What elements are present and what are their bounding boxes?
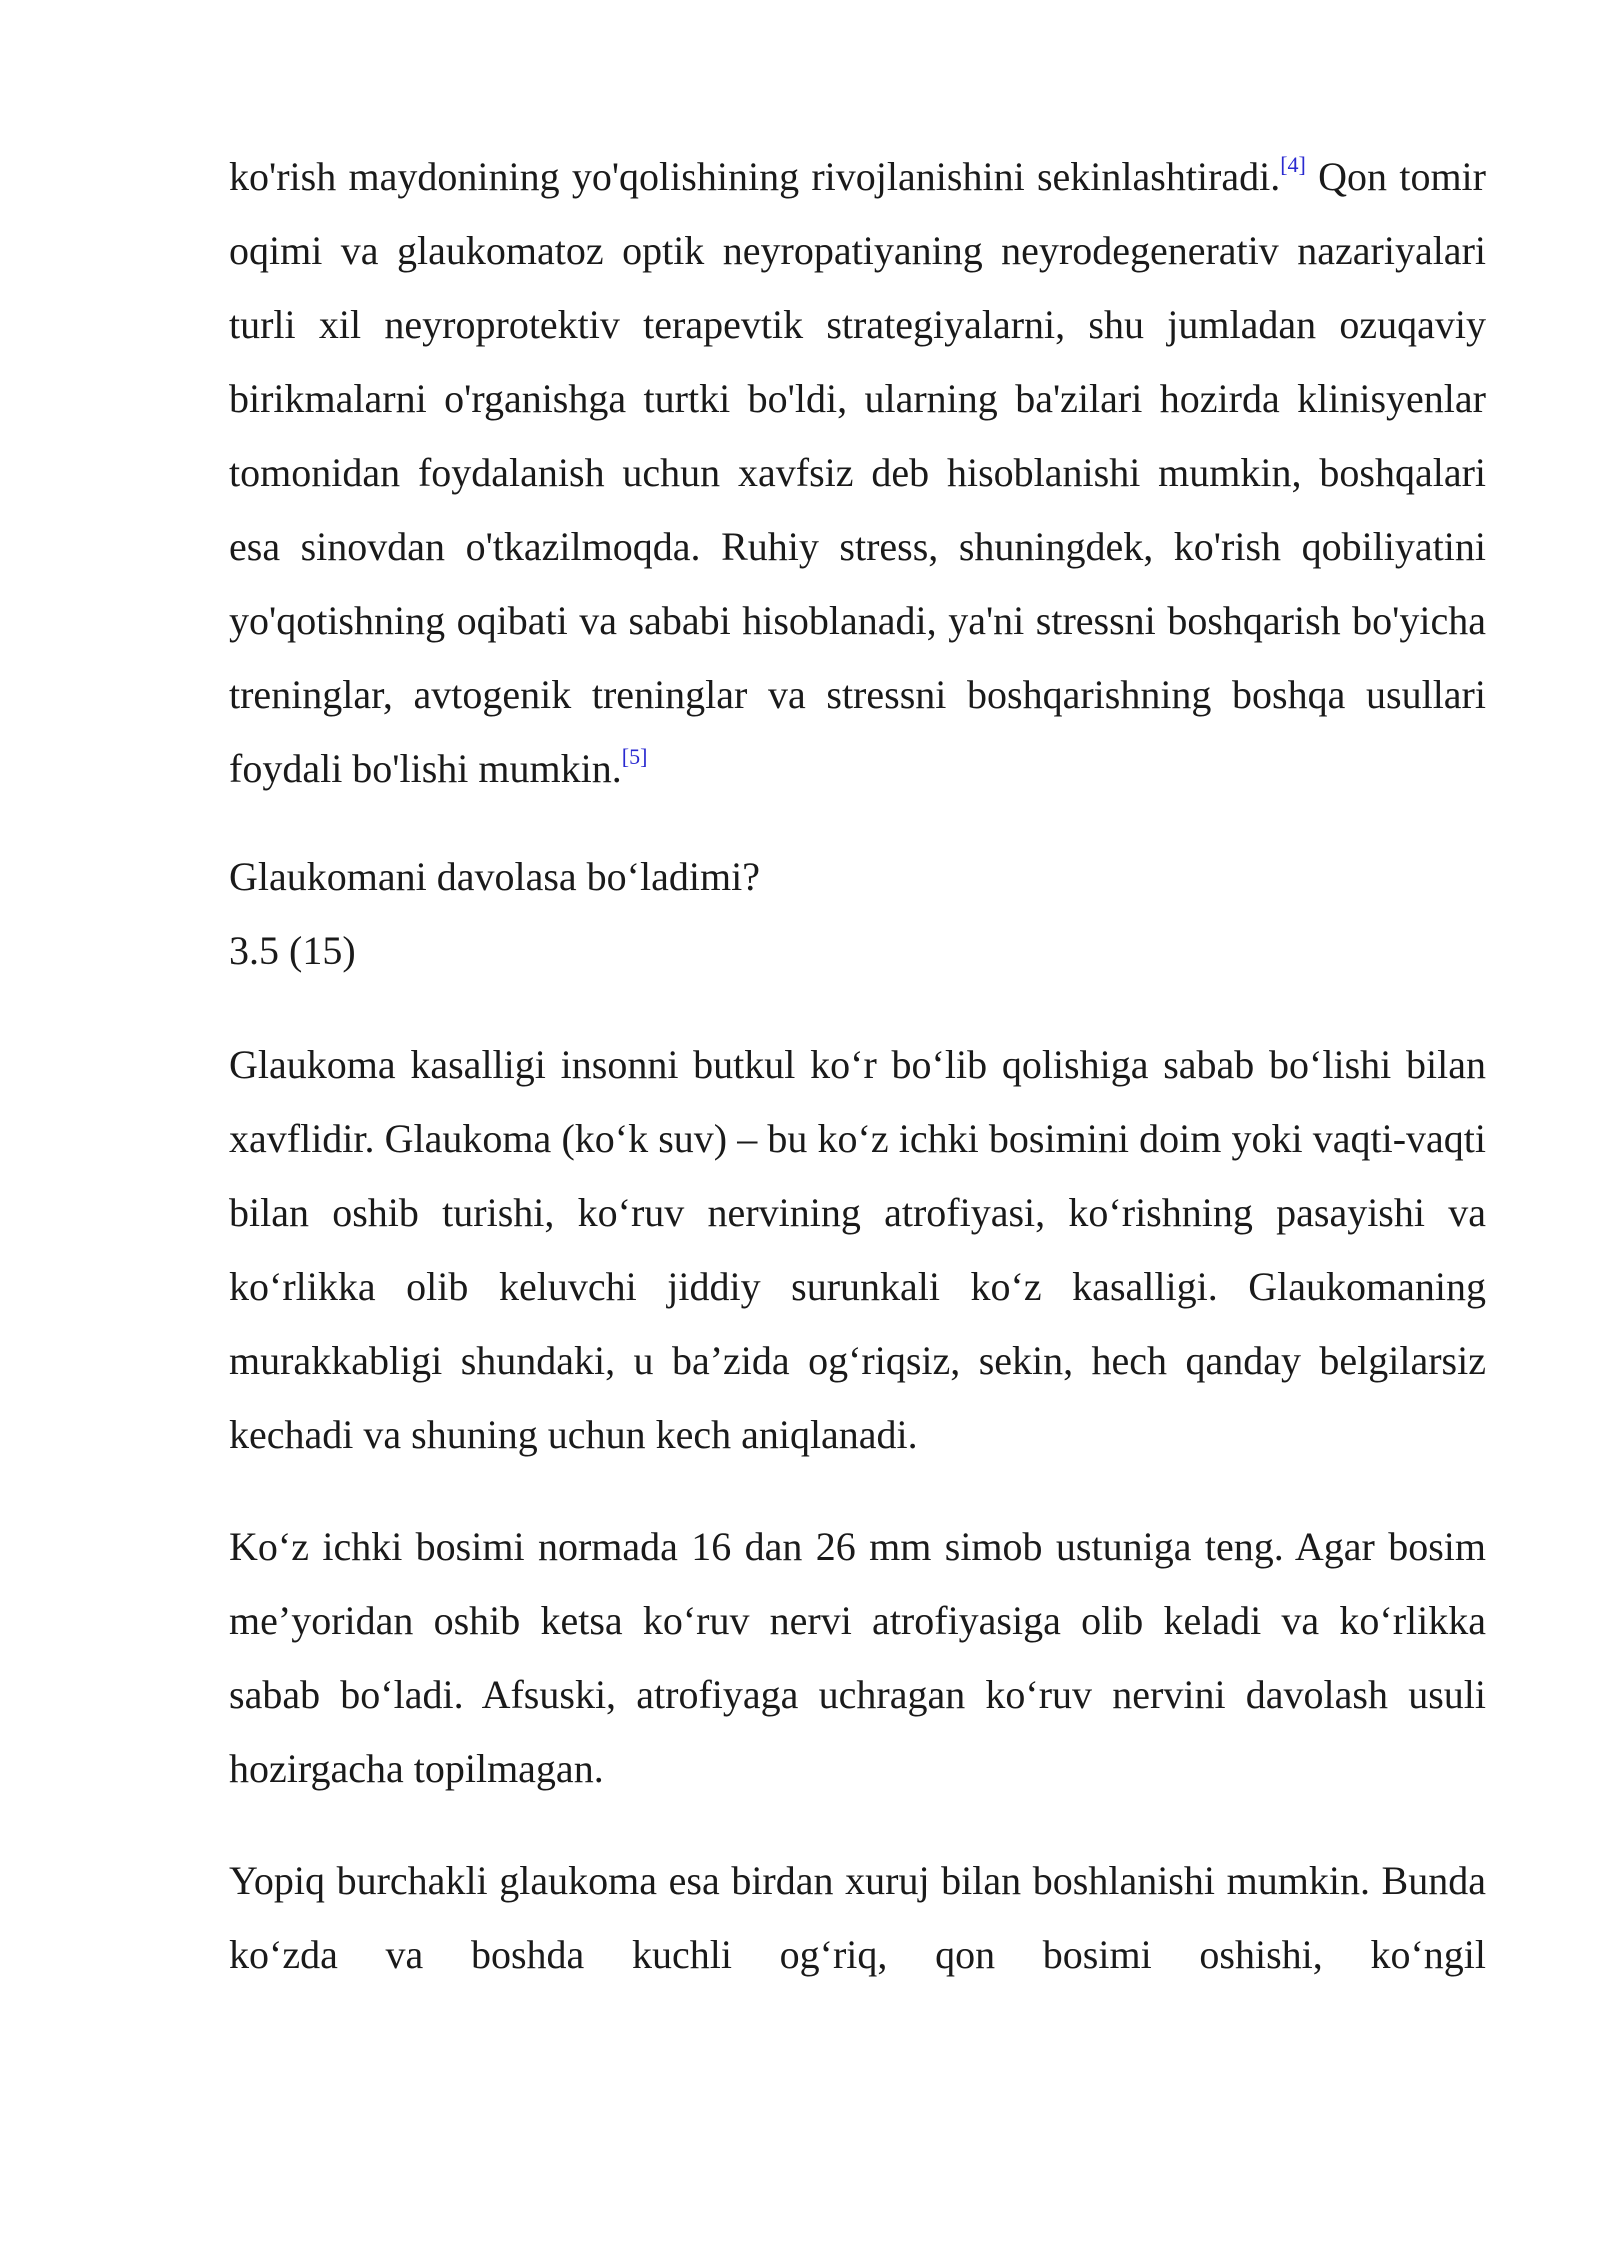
reference-link-4[interactable]: [4]: [1280, 151, 1306, 177]
document-body: [229, 140, 1486, 1992]
paragraph-glaucoma-danger: Glaukoma kasalligi insonni butkul ko‘r bo‘lib qolishiga sabab bo‘lishi bilan xavflidir. Glaukoma (ko‘k suv) – bu ko‘z ichki bosimini doim yoki vaqti-vaqti bilan oshib turishi, ko‘ruv nervining atrofiyasi, ko‘rishning pasayishi va ko‘rlikka olib keluvchi jiddiy surunkali ko‘z kasalligi. Glaukomaning murakkabligi shundaki, u ba’zida og‘riqsiz, sekin, hech qanday belgilarsiz kechadi va shuning uchun kech aniqlanadi.: [229, 1042, 1486, 1457]
article-title: Glaukomani davolasa bo‘ladimi?: [229, 854, 760, 899]
paragraph-eye-pressure: Ko‘z ichki bosimi normada 16 dan 26 mm simob ustuniga teng. Agar bosim me’yoridan oshib ketsa ko‘ruv nervi atrofiyasiga olib keladi va ko‘rlikka sabab bo‘ladi. Afsuski, atrofiyaga uchragan ko‘ruv nervini davolash usuli hozirgacha topilmagan.: [229, 1524, 1486, 1791]
reference-link-5[interactable]: [5]: [621, 743, 648, 769]
paragraph-text: ko'rish maydonining yo'qolishining rivojlanishini sekinlashtiradi.: [229, 154, 1281, 199]
paragraph-text: Qon tomir oqimi va glaukomatoz optik neyropatiyaning neyrodegenerativ nazariyalari turli xil neyroprotektiv terapevtik strategiyalarni, shu jumladan ozuqaviy birikmalarni o'rganishga turtki bo'ldi, ularning ba'zilari hozirda klinisyenlar tomonidan foydalanish uchun xavfsiz deb hisoblanishi mumkin, boshqalari esa sinovdan o'tkazilmoqda. Ruhiy stress, shuningdek, ko'rish qobiliyatini yo'qotishning oqibati va sababi hisoblanadi, ya'ni stressni boshqarish bo'yicha treninglar, avtogenik treninglar va stressni boshqarishning boshqa usullari foydali bo'lishi mumkin.: [229, 154, 1486, 791]
paragraph-neuroprotection: [229, 140, 1486, 806]
article-rating: 3.5 (15): [229, 928, 356, 973]
paragraph-closed-angle: Yopiq burchakli glaukoma esa birdan xuruj bilan boshlanishi mumkin. Bunda ko‘zda va boshda kuchli og‘riq, qon bosimi oshishi, ko‘ngil: [229, 1858, 1486, 1977]
